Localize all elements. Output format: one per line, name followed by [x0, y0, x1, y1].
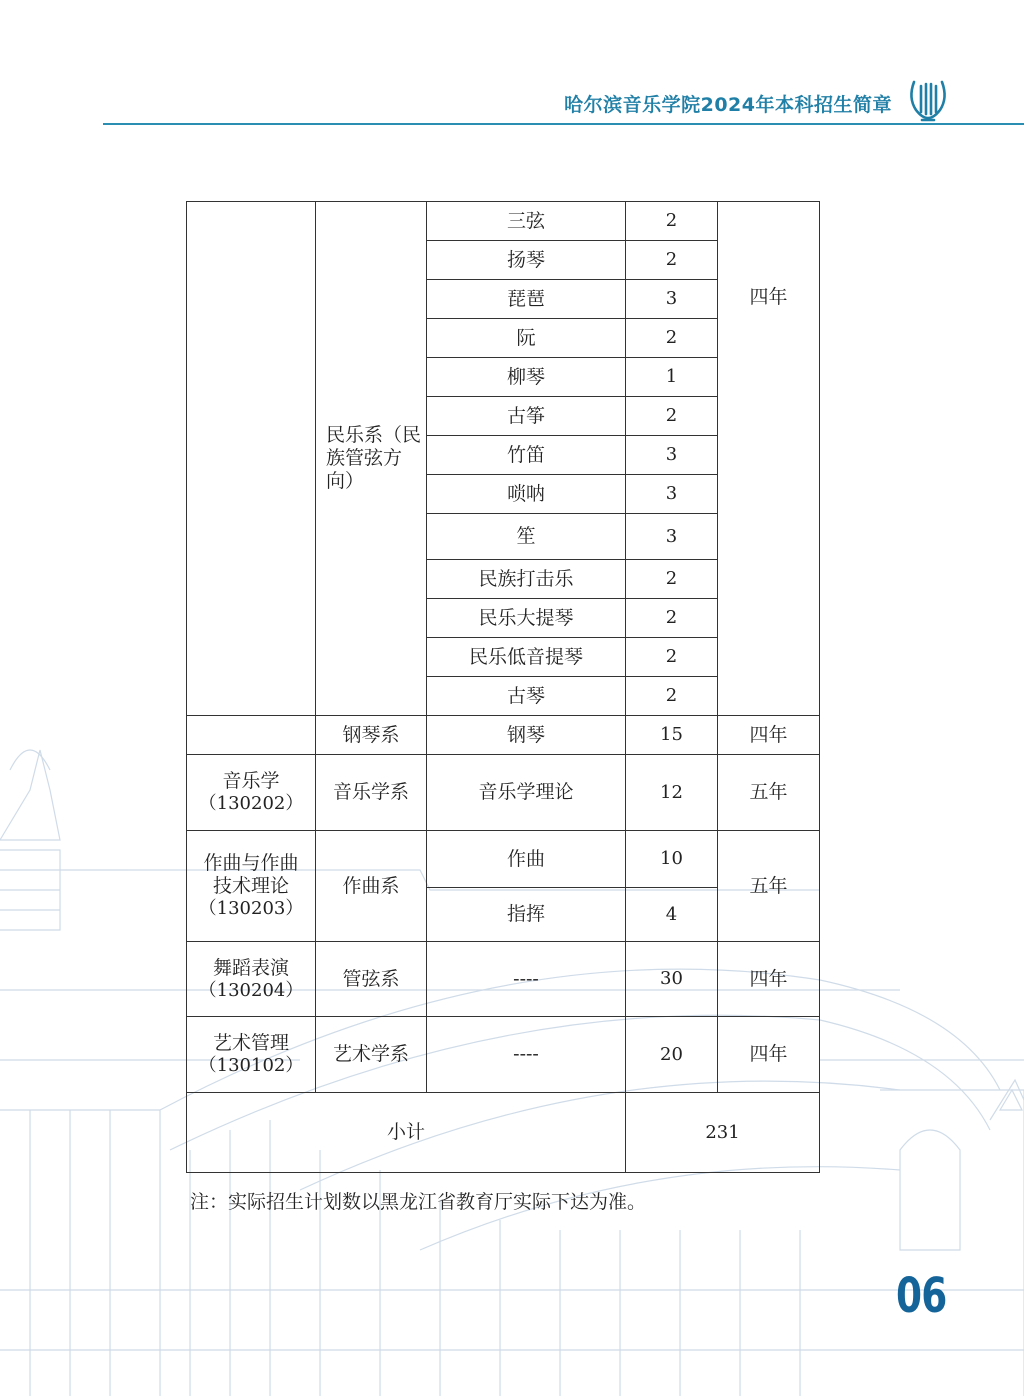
category-code: （130102）: [198, 1055, 304, 1077]
category-cell: [187, 831, 316, 942]
department-cell: 钢琴系: [316, 716, 427, 755]
major-cell: 琵琶: [427, 280, 626, 319]
count-cell: 20: [626, 1017, 718, 1093]
count-cell: 2: [626, 319, 718, 358]
subtotal-count: 231: [626, 1093, 820, 1173]
major-cell: 作曲: [427, 831, 626, 888]
duration-cell: 四年: [718, 942, 820, 1017]
count-cell: 2: [626, 560, 718, 599]
count-cell: 3: [626, 280, 718, 319]
count-cell: 12: [626, 755, 718, 831]
category-cell: [187, 1017, 316, 1093]
category-cell: [187, 716, 316, 755]
major-cell: 竹笛: [427, 436, 626, 475]
subtotal-row: [187, 1093, 820, 1173]
count-cell: 4: [626, 888, 718, 942]
table-row: [187, 755, 820, 831]
footnote: 注：实际招生计划数以黑龙江省教育厅实际下达为准。: [190, 1191, 647, 1213]
major-cell: 阮: [427, 319, 626, 358]
major-cell: 民族打击乐: [427, 560, 626, 599]
enrollment-table: [186, 201, 820, 1173]
count-cell: 3: [626, 514, 718, 560]
count-cell: 3: [626, 436, 718, 475]
duration-cell: 四年: [718, 1017, 820, 1093]
subtotal-label: 小计: [187, 1093, 626, 1173]
duration-cell: 四年: [718, 202, 820, 716]
count-cell: 30: [626, 942, 718, 1017]
major-cell: 唢呐: [427, 475, 626, 514]
category-name: 音乐学: [222, 770, 280, 793]
duration-cell: 五年: [718, 755, 820, 831]
department-cell: 民乐系（民族管弦方向）: [316, 202, 427, 716]
table-row: [187, 831, 820, 888]
category-cell: [187, 202, 316, 716]
duration-cell: 四年: [718, 716, 820, 755]
major-cell: 古琴: [427, 677, 626, 716]
table-row: [187, 1017, 820, 1093]
major-cell: 柳琴: [427, 358, 626, 397]
category-code: （130203）: [198, 898, 304, 919]
count-cell: 2: [626, 677, 718, 716]
table-row: [187, 716, 820, 755]
category-name: 艺术管理: [212, 1032, 289, 1055]
major-cell: 指挥: [427, 888, 626, 942]
major-cell: 古筝: [427, 397, 626, 436]
header-rule: [103, 123, 1024, 125]
major-cell: 钢琴: [427, 716, 626, 755]
count-cell: 2: [626, 397, 718, 436]
major-cell: ----: [427, 1017, 626, 1093]
lyre-icon: [906, 76, 950, 124]
category-cell: [187, 942, 316, 1017]
category-code: （130204）: [198, 979, 304, 1001]
count-cell: 10: [626, 831, 718, 888]
major-cell: 三弦: [427, 202, 626, 241]
page-number: 06: [896, 1268, 947, 1324]
department-cell: 音乐学系: [316, 755, 427, 831]
count-cell: 2: [626, 638, 718, 677]
count-cell: 3: [626, 475, 718, 514]
count-cell: 2: [626, 241, 718, 280]
count-cell: 2: [626, 202, 718, 241]
category-name: 作曲与作曲技术理论: [203, 852, 299, 898]
count-cell: 15: [626, 716, 718, 755]
major-cell: ----: [427, 942, 626, 1017]
major-cell: 扬琴: [427, 241, 626, 280]
major-cell: 民乐低音提琴: [427, 638, 626, 677]
count-cell: 1: [626, 358, 718, 397]
table-row: [187, 942, 820, 1017]
header-title: 哈尔滨音乐学院2024年本科招生简章: [564, 94, 892, 116]
department-cell: 作曲系: [316, 831, 427, 942]
category-code: （130202）: [198, 793, 304, 815]
category-cell: [187, 755, 316, 831]
major-cell: 音乐学理论: [427, 755, 626, 831]
category-name: 舞蹈表演: [212, 956, 289, 979]
major-cell: 民乐大提琴: [427, 599, 626, 638]
major-cell: 笙: [427, 514, 626, 560]
count-cell: 2: [626, 599, 718, 638]
department-cell: 艺术学系: [316, 1017, 427, 1093]
duration-cell: 五年: [718, 831, 820, 942]
table-row: [187, 202, 820, 241]
department-cell: 管弦系: [316, 942, 427, 1017]
